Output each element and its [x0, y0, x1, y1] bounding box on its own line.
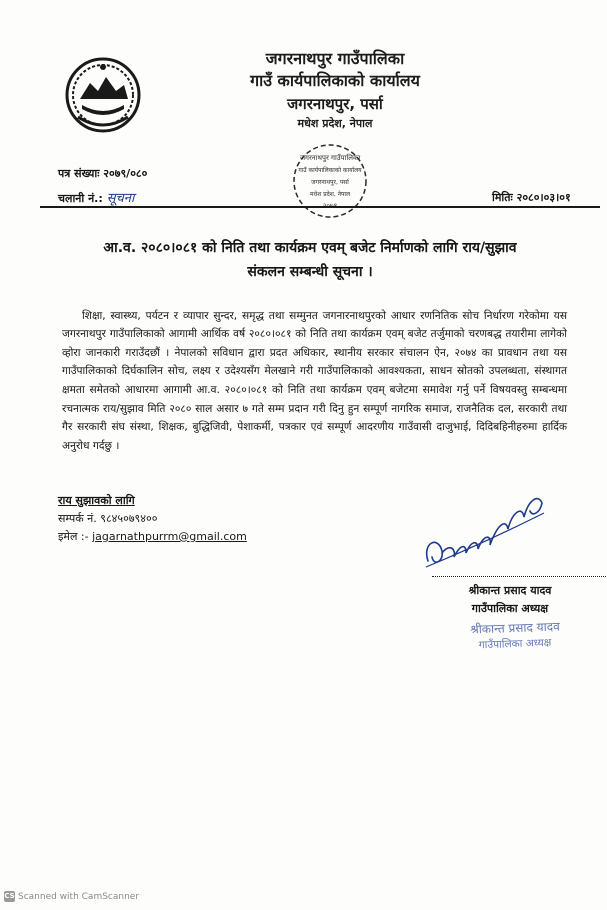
stamp-line2: गाउँ कार्यपालिकाको कार्यालय — [298, 167, 362, 174]
signature-line — [432, 576, 607, 577]
office-stamp — [290, 142, 370, 220]
dispatch-value: सूचना — [106, 191, 135, 206]
office-name: गाउँ कार्यपालिकाको कार्यालय — [250, 71, 420, 90]
signatory-block — [440, 582, 580, 618]
signatory-stamp — [440, 620, 590, 652]
contact-block — [58, 492, 247, 546]
office-location: जगरनाथपुर, पर्सा — [287, 95, 383, 113]
stamp-line1: जगरनाथपुर गाउँपालिका — [299, 154, 361, 162]
notice-date: मितिः २०८०।०३।०१ — [492, 191, 571, 204]
contact-phone: सम्पर्क नं. ९८४५०७९४०० — [58, 512, 158, 525]
dispatch-label: चलानी नं.: — [58, 192, 103, 205]
header-divider — [40, 206, 600, 208]
notice-body: शिक्षा, स्वास्थ्य, पर्यटन र व्यापार सुन्दर, समृद्ध तथा सम्मुनत जगनारनाथपुरको आधार रणनितिक सोच निर्धारण गरेकोमा यस जगरनाथपुर गाउँपालिकाको आगामी आर्थिक वर्ष २०८०।०८१ को निति तथा कार्यक्रम एवम् बजेट तर्जुमाको चरणबद्ध तयारीमा लागेको व्होरा जानकारी गराउँदछौं । नेपालको सविधान द्वारा प्रदत अधिकार, स्थानीय सरकार संचालन ऐन, २०७४ का प्रावधान तथा यस गाउँपालिकाको दिर्घकालिन सोच, लक्ष्य र उदेश्यसँग मेलखाने गरी गाउँपालिकाको आवश्यकता, साधन स्रोतको उपलब्धता, संस्थागत क्षमता समेतको आधारमा आगामी आ.व. २०८०।०८१ को निति तथा कार्यक्रम एवम् बजेटमा समावेश गर्नु पर्ने विषयवस्तु सम्बन्धमा रचनात्मक राय/सुझाव मिति २०८० साल असार ७ गते सम्म प्रदान गरी दिनु हुन सम्पूर्ण नागरिक समाज, राजनैतिक दल, सरकारी तथा गैर सरकारी संघ संस्था, शिक्षक, बुद्धिजिवी, पेशाकर्मी, पत्रकार एवं सम्पूर्ण आदरणीय गाउँवासी दाजुभाई, दिदिबहिनीहरुमा हार्दिक अनुरोध गर्दछु । — [62, 309, 567, 452]
scanner-text: Scanned with CamScanner — [18, 891, 140, 902]
contact-title: राय सुझावको लागि — [58, 494, 135, 507]
subject-line1: आ.व. २०८०।०८१ को निति तथा कार्यक्रम एवम् बजेट निर्माणको लागि राय/सुझाव — [103, 240, 517, 256]
province-country: मधेश प्रदेश, नेपाल — [297, 117, 373, 130]
scanner-watermark — [4, 891, 139, 902]
handwritten-signature — [420, 483, 550, 578]
stamp-name: श्रीकान्त प्रसाद यादव — [469, 619, 561, 637]
reference-number: पत्र संख्याः २०७९/०८० — [58, 167, 148, 180]
municipality-name: जगरनाथपुर गाउँपालिका — [265, 49, 405, 68]
subject-line2: संकलन सम्बन्धी सूचना । — [247, 264, 373, 280]
stamp-line3: जगरनाथपुर, पर्सा — [311, 179, 349, 186]
email-link[interactable]: jagarnathpurrm@gmail.com — [92, 530, 247, 543]
contact-email-row — [58, 528, 247, 546]
camscanner-icon: CS — [4, 892, 15, 900]
stamp-line5: २०७९ — [322, 202, 338, 210]
stamp-title: गाउँपालिका अध्यक्ष — [478, 636, 552, 652]
stamp-line4: मधेश प्रदेश, नेपाल — [309, 191, 351, 198]
signatory-name: श्रीकान्त प्रसाद यादव — [468, 584, 552, 597]
office-header — [170, 48, 500, 133]
nepal-emblem-icon — [58, 55, 148, 135]
signatory-title: गाउँपालिका अध्यक्ष — [471, 602, 549, 615]
email-label: इमेल :- — [58, 530, 89, 543]
dispatch-number — [58, 188, 134, 206]
notice-subject — [50, 236, 570, 284]
